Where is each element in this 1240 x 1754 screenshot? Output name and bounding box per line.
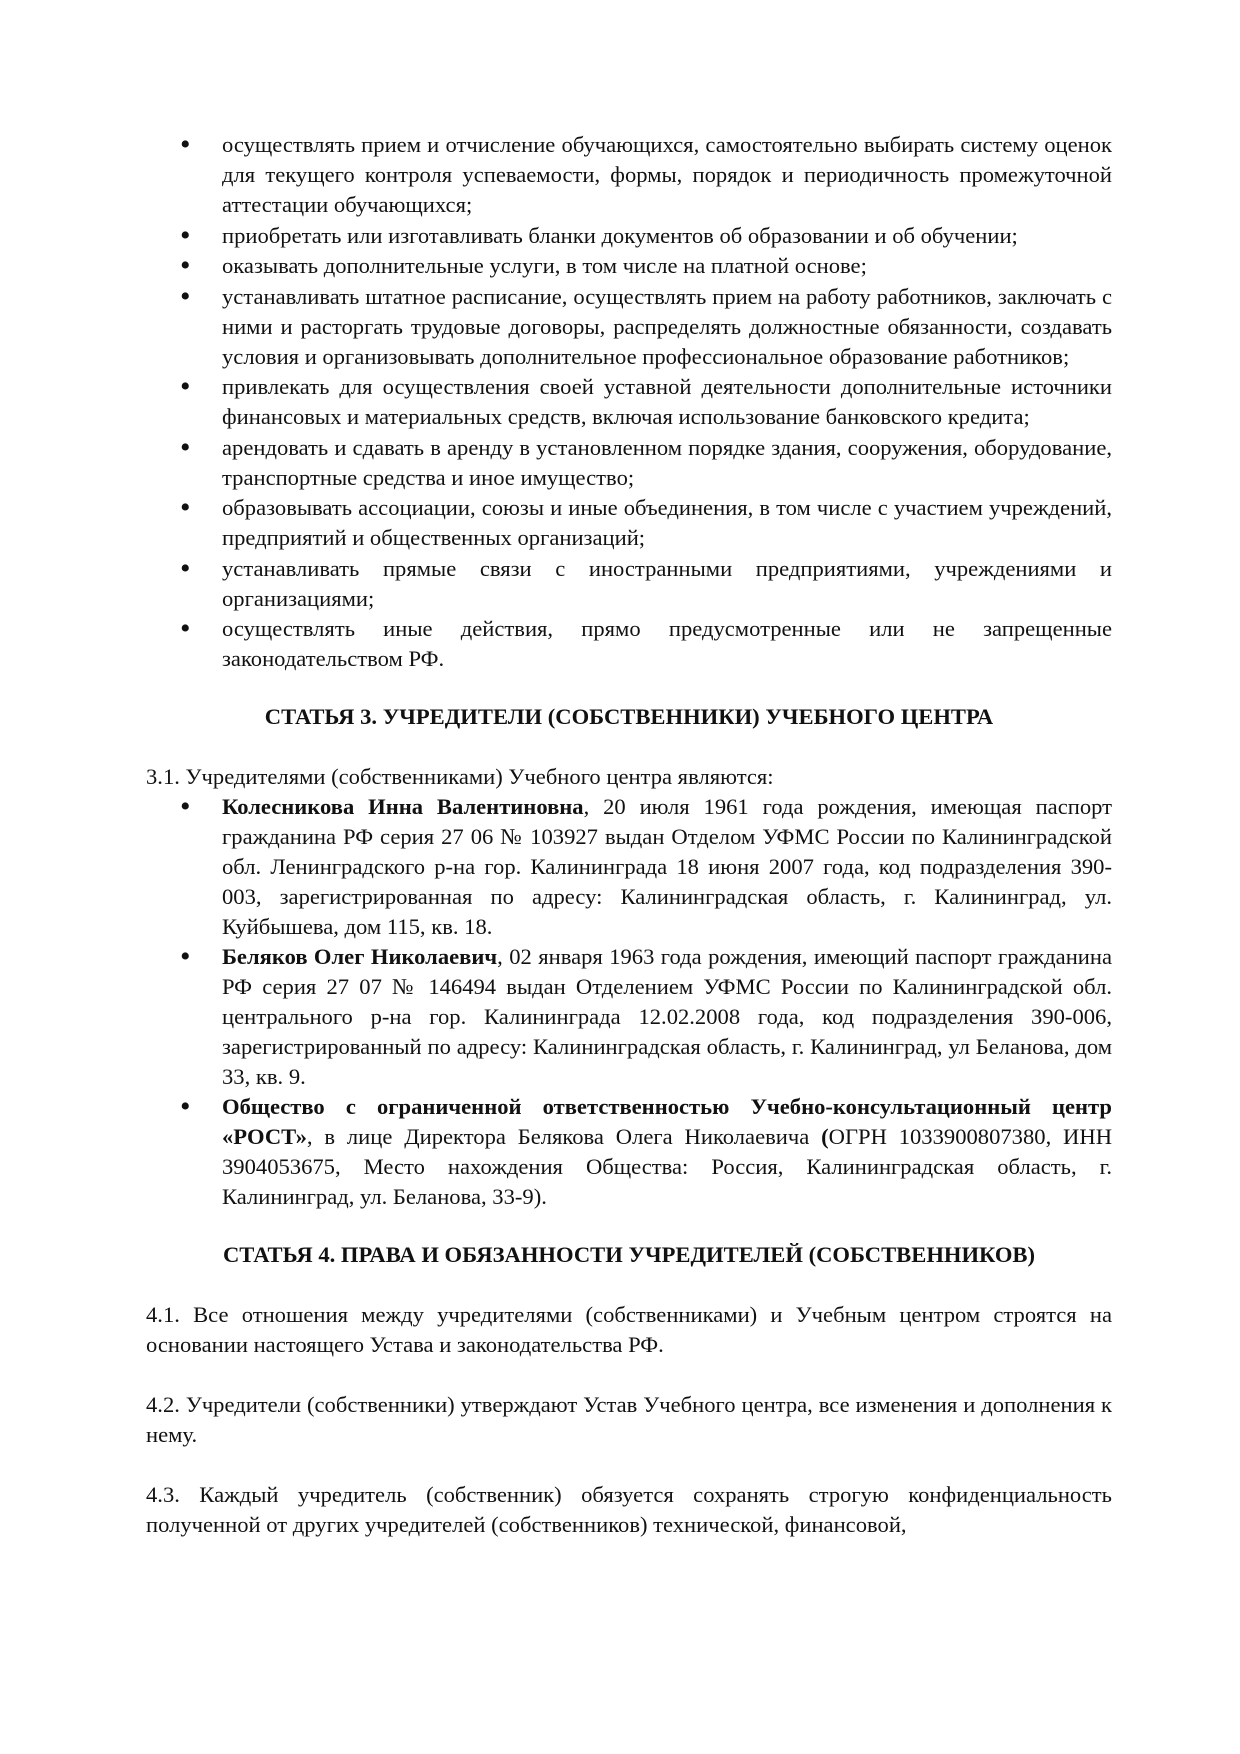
list-item: • привлекать для осуществления своей уставной деятельности дополнительные источники финансовых и материальных средств, включая использование банковского кредита;: [222, 372, 1112, 432]
list-item: • устанавливать штатное расписание, осуществлять прием на работу работников, заключать с ними и расторгать трудовые договоры, распределять должностные обязанности, создавать условия и организовывать дополнительное профессиональное образование работников;: [222, 282, 1112, 372]
list-item: • образовывать ассоциации, союзы и иные объединения, в том числе с участием учреждений, предприятий и общественных организаций;: [222, 493, 1112, 553]
founder-details: , 20 июля 1961 года рождения, имеющая паспорт гражданина РФ серия 27 06 № 103927 выдан Отделом УФМС России по Калининградской обл. Ленинградского р-на гор. Калининграда 18 июня 2007 года, код подразделения 390-003, зарегистрированная по адресу: Калининградская область, г. Калининград, ул. Куйбышева, дом 115, кв. 18.: [222, 794, 1113, 939]
founder-name: Беляков Олег Николаевич: [222, 944, 498, 969]
list-item: • приобретать или изготавливать бланки документов об образовании и об обучении;: [222, 221, 1112, 251]
list-item: • оказывать дополнительные услуги, в том числе на платной основе;: [222, 251, 1112, 281]
article4-heading: СТАТЬЯ 4. ПРАВА И ОБЯЗАННОСТИ УЧРЕДИТЕЛЕЙ (СОБСТВЕННИКОВ): [222, 1242, 1036, 1267]
article3-intro: 3.1. Учредителями (собственниками) Учебного центра являются:: [146, 764, 774, 789]
clause-4-2: 4.2. Учредители (собственники) утверждают Устав Учебного центра, все изменения и дополнения к нему.: [146, 1392, 1112, 1447]
article3-heading: СТАТЬЯ 3. УЧРЕДИТЕЛИ (СОБСТВЕННИКИ) УЧЕБНОГО ЦЕНТРА: [264, 704, 994, 729]
list-item: • осуществлять иные действия, прямо предусмотренные или не запрещенные законодательством РФ.: [222, 614, 1112, 674]
clause-4-1: 4.1. Все отношения между учредителями (собственниками) и Учебным центром строятся на основании настоящего Устава и законодательства РФ.: [146, 1302, 1112, 1357]
founder-details: , в лице Директора Белякова Олега Николаевича: [306, 1124, 822, 1149]
clause-4-3: 4.3. Каждый учредитель (собственник) обязуется сохранять строгую конфиденциальность полученной от других учредителей (собственников) технической, финансовой,: [146, 1482, 1112, 1537]
founder-details: , 02 января 1963 года рождения, имеющий паспорт гражданина РФ серия 27 07 № 146494 выдан Отделением УФМС России по Калининградской обл. центрального р-на гор. Калининграда 12.02.2008 года, код подразделения 390-006, зарегистрированный по адресу: Калининградская область, г. Калининград, ул Беланова, дом 33, кв. 9.: [222, 944, 1112, 1089]
founder-item: [222, 1092, 1112, 1212]
list-item: • арендовать и сдавать в аренду в установленном порядке здания, сооружения, оборудование, транспортные средства и иное имущество;: [222, 433, 1112, 493]
founder-details-cont: ОГРН 1033900807380, ИНН 3904053675, Место нахождения Общества: Россия, Калининградская область, г. Калининград, ул. Беланова, 33-9).: [222, 1124, 1113, 1209]
founder-name: Колесникова Инна Валентиновна: [222, 794, 584, 819]
founder-item: [222, 792, 1112, 942]
founder-paren: (: [821, 1124, 829, 1149]
founder-item: [222, 942, 1112, 1092]
founder-name: Общество с ограниченной ответственностью Учебно-консультационный центр «РОСТ»: [222, 1094, 1112, 1149]
page-content: [146, 130, 1112, 1540]
rights-list: [146, 130, 1112, 674]
list-item: • осуществлять прием и отчисление обучающихся, самостоятельно выбирать систему оценок для текущего контроля успеваемости, формы, порядок и периодичность промежуточной аттестации обучающихся;: [222, 130, 1112, 220]
list-item: • устанавливать прямые связи с иностранными предприятиями, учреждениями и организациями;: [222, 554, 1112, 614]
founders-list: [146, 792, 1112, 1212]
